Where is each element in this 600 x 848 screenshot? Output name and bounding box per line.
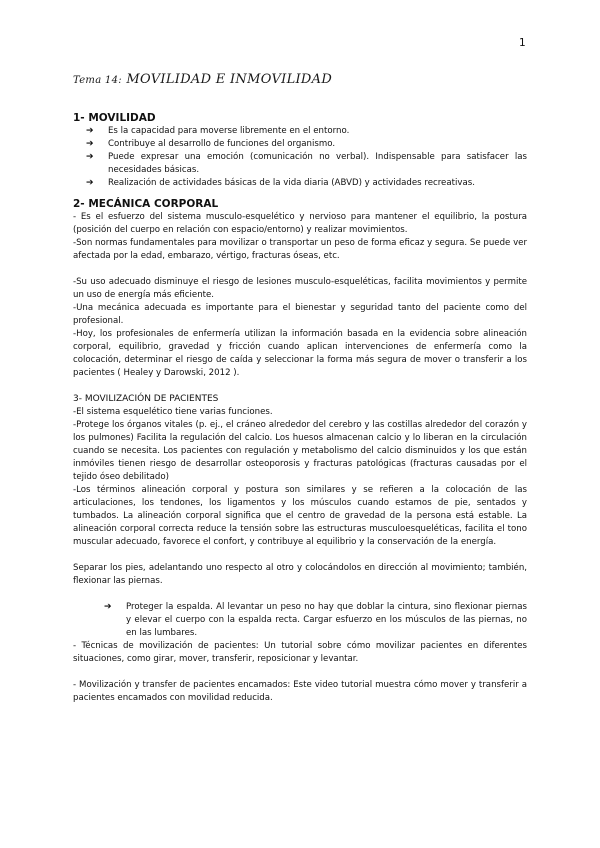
list-item: ➔ Proteger la espalda. Al levantar un peso no hay que doblar la cintura, sino flexionar piernas y elevar el cuerpo con la espalda recta. Cargar esfuerzo en los músculos de las piernas, no en las lumbares.: [104, 602, 527, 638]
section-1-heading: 1- MOVILIDAD: [73, 112, 156, 124]
arrow-right-icon: ➔: [86, 152, 94, 162]
paragraph: -Son normas fundamentales para movilizar o transportar un peso de forma eficaz y segura. Se puede ver afectada por la edad, embarazo, vértigo, fracturas óseas, etc.: [73, 238, 527, 261]
section-1-bullets: [73, 125, 527, 190]
paragraph: -Los términos alineación corporal y postura son similares y se refieren a la colocación de las articulaciones, los tendones, los ligamentos y los músculos cuando estamos de pie, sentados y tumbados. La alineación corporal significa que el centro de gravedad de la persona está estable. La alineación corporal correcta reduce la tensión sobre las estructuras musculoesqueléticas, facilita el tono muscular adecuado, favorece el confort, y contribuye al equilibrio y la conservación de la energía.: [73, 485, 527, 547]
paragraph: -Su uso adecuado disminuye el riesgo de lesiones musculo-esqueléticas, facilita movimientos y permite un uso de energía más eficiente.: [73, 277, 527, 300]
list-item: ➔ Contribuye al desarrollo de funciones del organismo.: [86, 139, 336, 149]
page-number: 1: [519, 37, 526, 49]
arrow-right-icon: ➔: [104, 602, 112, 612]
paragraph: -Hoy, los profesionales de enfermería utilizan la información basada en la evidencia sobre alineación corporal, equilibrio, gravedad y fricción cuando aplican intervenciones de enfermería como la colocación, determinar el riesgo de caída y seleccionar la forma más segura de mover o transferir a los pacientes ( Healey y Darowski, 2012 ).: [73, 329, 527, 378]
arrow-right-icon: ➔: [86, 178, 94, 188]
paragraph: -El sistema esquelético tiene varias funciones.: [73, 407, 273, 417]
list-item: ➔ Realización de actividades básicas de la vida diaria (ABVD) y actividades recreativas.: [86, 178, 475, 188]
list-item: ➔ Es la capacidad para moverse libremente en el entorno.: [86, 126, 350, 136]
arrow-right-icon: ➔: [86, 126, 94, 136]
section-3-bullets: [73, 601, 527, 640]
paragraph: - Movilización y transfer de pacientes encamados: Este video tutorial muestra cómo mover y transferir a pacientes encamados con movilidad reducida.: [73, 680, 527, 703]
arrow-right-icon: ➔: [86, 139, 94, 149]
list-item: ➔ Puede expresar una emoción (comunicación no verbal). Indispensable para satisfacer las necesidades básicas.: [86, 152, 527, 175]
title-text: MOVILIDAD E INMOVILIDAD: [126, 72, 333, 87]
section-2-heading: 2- MECÁNICA CORPORAL: [73, 198, 219, 210]
paragraph: Separar los pies, adelantando uno respecto al otro y colocándolos en dirección al movimiento; también, flexionar las piernas.: [73, 563, 527, 586]
document-body: [73, 112, 527, 705]
document-title: [73, 72, 332, 87]
paragraph: - Técnicas de movilización de pacientes: Un tutorial sobre cómo movilizar pacientes en diferentes situaciones, como girar, mover, transferir, reposicionar y levantar.: [73, 641, 527, 664]
section-3-heading: 3- MOVILIZACIÓN DE PACIENTES: [73, 394, 219, 404]
title-prefix: Tema 14:: [73, 75, 122, 86]
paragraph: -Una mecánica adecuada es importante para el bienestar y seguridad tanto del paciente como del profesional.: [73, 303, 527, 326]
paragraph: -Protege los órganos vitales (p. ej., el cráneo alrededor del cerebro y las costillas alrededor del corazón y los pulmones) Facilita la regulación del calcio. Los huesos almacenan calcio y lo liberan en la circulación cuando se necesita. Los pacientes con regulación y metabolismo del calcio disminuidos y los que están inmóviles tienen riesgo de desarrollar osteoporosis y fracturas patológicas (fracturas causadas por el tejido óseo debilitado): [73, 420, 527, 482]
paragraph: - Es el esfuerzo del sistema musculo-esquelético y nervioso para mantener el equilibrio, la postura (posición del cuerpo en relación con espacio/entorno) y realizar movimientos.: [73, 212, 527, 235]
